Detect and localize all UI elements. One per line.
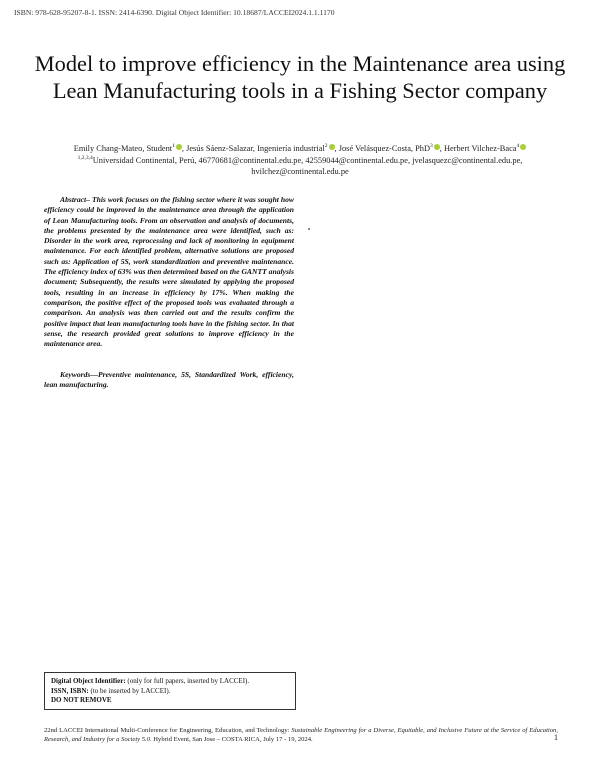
author-2: Jesús Sáenz-Salazar, Ingeniería industrial$^2$ , <box>186 143 339 153</box>
author-3: José Velásquez-Costa, PhD$^3$ , <box>338 143 444 153</box>
keywords-text: —Preventive maintenance, 5S, Standardized Work, efficiency, lean manufacturing. <box>44 370 294 390</box>
do-not-remove: DO NOT REMOVE <box>51 696 112 704</box>
footer-event: Hybrid Event, San Jose – COSTA RICA, July 17 - 19, 2024. <box>151 736 313 743</box>
abstract-label: Abstract– <box>60 195 90 204</box>
keywords-label: Keywords <box>60 370 91 379</box>
affiliation: $^{1,2,3,4}$Universidad Continental, Perú, 46770681@continental.edu.pe, 42559044@continental.edu.pe, jvelasquezc@continental.edu.pe, hvilchez@continental.edu.pe <box>77 155 523 176</box>
doi-notice-box <box>44 672 296 710</box>
decorative-dot <box>308 228 310 230</box>
page-number: 1 <box>554 733 558 742</box>
issn-line: ISSN, ISBN: (to be inserted by LACCEI). <box>51 686 171 695</box>
footer-theme: Sustainable Engineering for a Diverse, Equitable, and Inclusive Future at the Service of Education, Research, and Industry for a Society 5.0. <box>44 727 558 743</box>
author-4: Herbert Vilchez-Baca$^4$ <box>444 144 526 153</box>
author-1: Emily Chang-Mateo, Student$^1$ , <box>73 143 187 153</box>
header-identifiers: ISBN: 978-628-95207-8-1. ISSN: 2414-6390. Digital Object Identifier: 10.18687/LACCEI2024.1.1.1170 <box>14 8 335 17</box>
doi-line: Digital Object Identifier: (only for full papers, inserted by LACCEI). <box>51 677 250 685</box>
orcid-icon <box>520 144 526 150</box>
paper-title: Model to improve efficiency in the Maintenance area using Lean Manufacturing tools in a Fishing Sector company <box>34 51 566 103</box>
keywords <box>44 370 294 391</box>
abstract <box>44 195 294 349</box>
author-list <box>40 143 560 154</box>
conference-footer <box>44 726 558 744</box>
abstract-text: This work focuses on the fishing sector where it was sought how efficiency could be improved in the maintenance area through the application of Lean Manufacturing tools. From an observation and analysis of documents, the problems presented by the maintenance area were identified, such as: Disorder in the work area, reprocessing and lack of monitoring in equipment maintenance. For each identified problem, alternative solutions are proposed such as: Application of 5S, work standardization and preventive maintenance. The efficiency index of 63% was then determined based on the GANTT analysis document; Subsequently, the results were simulated by applying the proposed tools, resulting in an increase in efficiency by 17%. When making the comparison, the positive effect of the proposed tools was evaluated through a comparison. An analysis was then carried out and the results confirm the positive impact that lean manufacturing tools have in the fishing sector. In that sense, the research provided great solutions to improve efficiency in the maintenance area. <box>44 195 294 349</box>
footer-conference: 22nd LACCEI International Multi-Conference for Engineering, Education, and Technology: <box>44 727 290 734</box>
